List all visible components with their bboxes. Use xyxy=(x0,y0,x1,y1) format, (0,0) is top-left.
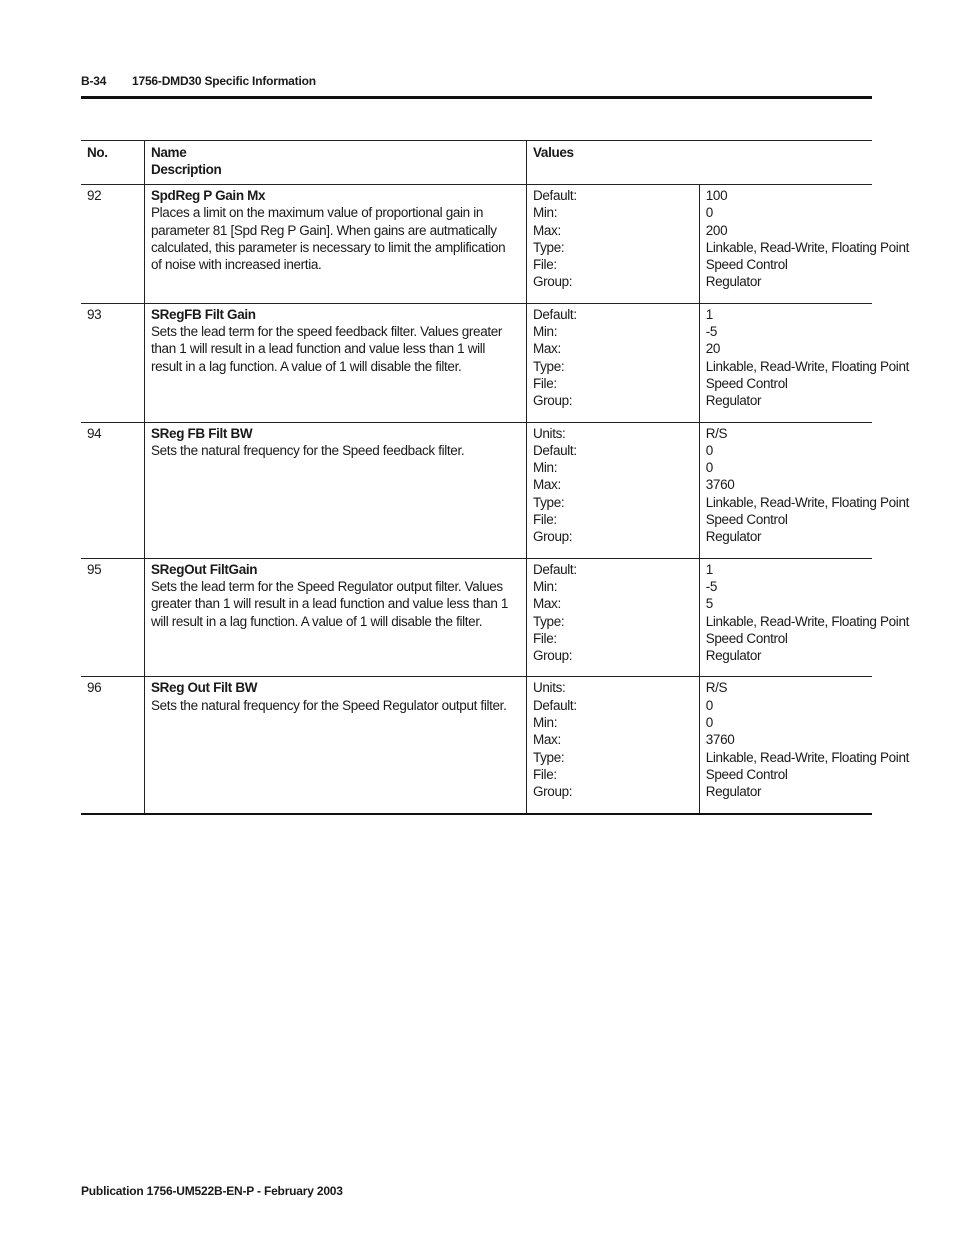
value-label: Default: xyxy=(533,697,577,713)
parameter-name: SReg Out Filt BW xyxy=(151,680,258,696)
value-entry: Speed Control xyxy=(705,766,788,782)
value-label: Units: xyxy=(533,425,566,441)
value-label: Max: xyxy=(533,732,561,748)
value-entries xyxy=(699,185,910,304)
parameter-description: Sets the lead term for the Speed Regulator output filter. Values greater than 1 will result in a lead function and value less than 1 will result in a lag function. A value of 1 will disable the filter. xyxy=(151,578,509,629)
parameter-description: Sets the natural frequency for the Speed Regulator output filter. xyxy=(151,697,507,713)
value-entry: Regulator xyxy=(705,784,762,800)
table-row xyxy=(81,558,872,677)
value-entry: Regulator xyxy=(705,393,762,409)
value-label: Default: xyxy=(533,306,577,322)
value-label: Min: xyxy=(533,324,558,340)
parameter-number: 92 xyxy=(81,185,145,304)
parameter-number: 94 xyxy=(81,422,145,558)
value-entry: Speed Control xyxy=(705,257,788,273)
value-label: Group: xyxy=(533,529,573,545)
value-label: Type: xyxy=(533,239,565,255)
value-entry: 100 xyxy=(705,188,728,203)
table-header-row xyxy=(81,141,872,185)
value-label: Group: xyxy=(533,393,573,409)
parameter-number: 95 xyxy=(81,558,145,677)
value-label: Min: xyxy=(533,460,558,476)
value-label: Max: xyxy=(533,222,561,238)
value-entry: Speed Control xyxy=(705,375,788,391)
value-entry: 3760 xyxy=(705,732,735,748)
header-rule xyxy=(81,96,872,99)
value-entries xyxy=(699,558,910,677)
parameter-name-description xyxy=(145,422,527,558)
table-row xyxy=(81,677,872,814)
column-header-no: No. xyxy=(81,141,145,185)
value-entry: Speed Control xyxy=(705,630,788,646)
value-entries xyxy=(699,303,910,422)
section-title: 1756-DMD30 Specific Information xyxy=(132,74,316,88)
table-row xyxy=(81,303,872,422)
parameter-description: Sets the lead term for the speed feedback filter. Values greater than 1 will result in a lead function and value less than 1 will result in a lag function. A value of 1 will disable the filter. xyxy=(151,324,503,374)
value-label: Min: xyxy=(533,715,558,731)
value-label: Default: xyxy=(533,442,577,458)
parameter-description: Sets the natural frequency for the Speed feedback filter. xyxy=(151,442,465,458)
parameter-description: Places a limit on the maximum value of proportional gain in parameter 81 [Spd Reg P Gain]. When gains are autmatically calculated, this parameter is necessary to limit the amplification of noise with increased inertia. xyxy=(151,205,506,273)
parameter-name-description xyxy=(145,677,527,814)
value-label: Group: xyxy=(533,784,573,800)
value-entry: Linkable, Read-Write, Floating Point xyxy=(705,239,910,255)
parameter-name-description xyxy=(145,185,527,304)
value-entry: 0 xyxy=(705,715,713,731)
value-label: Min: xyxy=(533,578,558,594)
value-entry: Linkable, Read-Write, Floating Point xyxy=(705,358,910,374)
value-entry: Regulator xyxy=(705,274,762,290)
value-entry: Linkable, Read-Write, Floating Point xyxy=(705,494,910,510)
value-entries xyxy=(699,677,910,814)
column-header-description: Description xyxy=(151,162,222,178)
value-label: Type: xyxy=(533,358,565,374)
value-entry: R/S xyxy=(705,425,728,441)
parameter-number: 96 xyxy=(81,677,145,814)
value-label: Max: xyxy=(533,477,561,493)
page-number: B-34 xyxy=(81,74,107,88)
table-row xyxy=(81,422,872,558)
value-labels xyxy=(527,185,700,304)
parameter-table xyxy=(81,140,910,815)
value-label: Default: xyxy=(533,561,577,577)
value-label: Type: xyxy=(533,494,565,510)
column-header-values: Values xyxy=(533,145,574,160)
value-entry: 0 xyxy=(705,460,713,476)
value-labels xyxy=(527,303,700,422)
value-label: Type: xyxy=(533,749,565,765)
value-labels xyxy=(527,677,700,814)
value-label: Type: xyxy=(533,613,565,629)
value-entry: -5 xyxy=(705,324,718,340)
value-entry: R/S xyxy=(705,680,728,696)
value-entry: Linkable, Read-Write, Floating Point xyxy=(705,749,910,765)
value-label: Max: xyxy=(533,341,561,357)
value-entry: 1 xyxy=(705,306,713,322)
value-entry: -5 xyxy=(705,578,718,594)
table-row xyxy=(81,185,872,304)
page-footer: Publication 1756-UM522B-EN-P - February 2003 xyxy=(81,1184,343,1198)
value-label: File: xyxy=(533,630,557,646)
parameter-name: SReg FB Filt BW xyxy=(151,425,253,441)
value-label: Units: xyxy=(533,680,566,696)
column-header-name: Name xyxy=(151,145,187,160)
value-entry: 1 xyxy=(705,561,713,577)
value-entry: 200 xyxy=(705,222,728,238)
value-entry: 5 xyxy=(705,596,713,612)
page-header xyxy=(81,74,872,88)
value-label: Max: xyxy=(533,596,561,612)
value-label: File: xyxy=(533,512,557,528)
parameter-name: SpdReg P Gain Mx xyxy=(151,188,266,203)
value-label: Group: xyxy=(533,648,573,664)
value-label: Default: xyxy=(533,188,577,203)
value-entry: Linkable, Read-Write, Floating Point xyxy=(705,613,910,629)
value-entries xyxy=(699,422,910,558)
value-entry: 20 xyxy=(705,341,721,357)
value-entry: 0 xyxy=(705,205,713,221)
value-labels xyxy=(527,558,700,677)
value-label: File: xyxy=(533,766,557,782)
value-label: File: xyxy=(533,375,557,391)
value-entry: Regulator xyxy=(705,529,762,545)
parameter-name: SRegOut FiltGain xyxy=(151,561,258,577)
value-label: Min: xyxy=(533,205,558,221)
value-label: Group: xyxy=(533,274,573,290)
value-entry: 3760 xyxy=(705,477,735,493)
value-entry: 0 xyxy=(705,442,713,458)
column-header-name-description xyxy=(145,141,527,185)
value-label: File: xyxy=(533,257,557,273)
parameter-name-description xyxy=(145,558,527,677)
parameter-number: 93 xyxy=(81,303,145,422)
value-entry: Speed Control xyxy=(705,512,788,528)
parameter-name-description xyxy=(145,303,527,422)
value-entry: Regulator xyxy=(705,648,762,664)
value-labels xyxy=(527,422,700,558)
parameter-name: SRegFB Filt Gain xyxy=(151,306,256,322)
value-entry: 0 xyxy=(705,697,713,713)
